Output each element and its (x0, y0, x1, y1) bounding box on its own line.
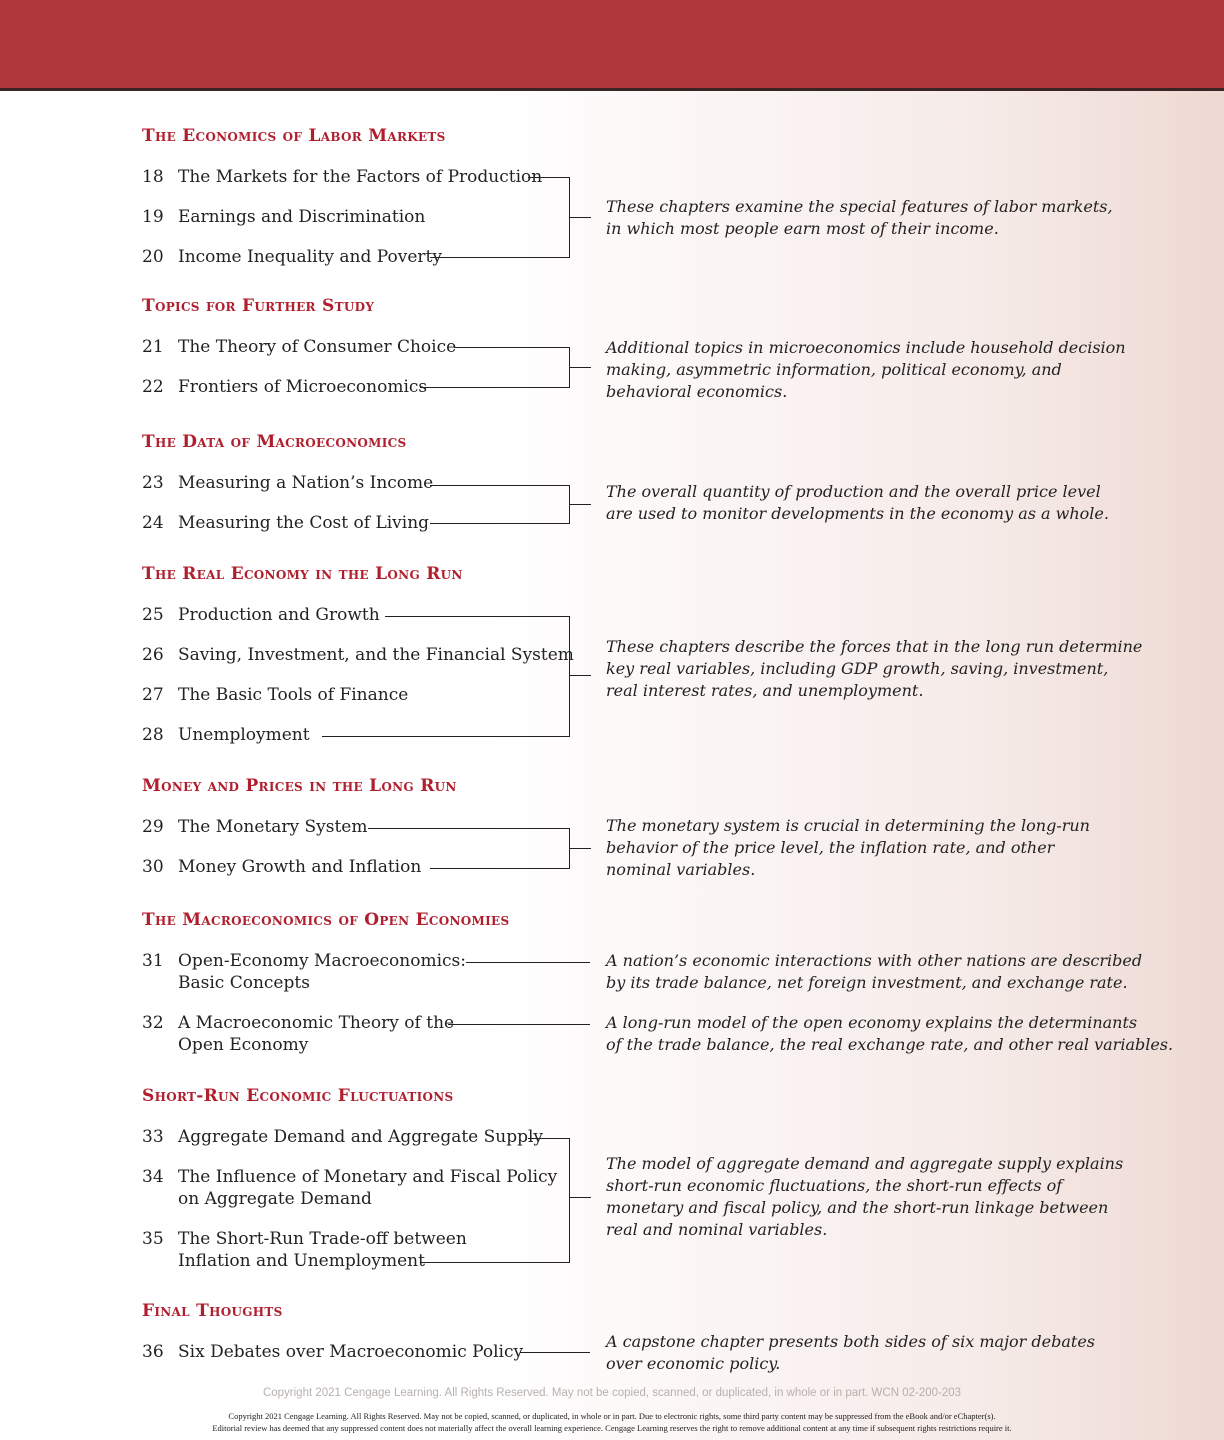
description-line: behavioral economics. (606, 382, 788, 401)
chapter-title: Aggregate Demand and Aggregate Supply (178, 1127, 544, 1147)
section-title-open-economies: The Macroeconomics of Open Economies (142, 910, 510, 930)
bracket-line (569, 616, 570, 737)
bracket-tick (570, 217, 591, 218)
chapter-title: Unemployment (178, 725, 310, 745)
chapter-number: 34 (142, 1167, 164, 1187)
bracket-tick (570, 367, 591, 368)
chapter-number: 33 (142, 1127, 164, 1147)
chapter-title: Frontiers of Microeconomics (178, 377, 428, 397)
bracket-line (420, 1262, 570, 1263)
section-description (606, 815, 1090, 881)
description-line: real interest rates, and unemployment. (606, 681, 924, 700)
bracket-line (322, 736, 570, 737)
chapter-number: 35 (142, 1229, 164, 1249)
chapter-title: Money Growth and Inflation (178, 857, 422, 877)
chapter-number: 24 (142, 513, 164, 533)
section-description (606, 337, 1126, 403)
section-description (606, 1153, 1123, 1241)
bracket-line (430, 257, 570, 258)
section-description (606, 196, 1113, 240)
bracket-tick (570, 1197, 591, 1198)
section-description (606, 481, 1109, 525)
section-description (606, 1331, 1095, 1375)
chapter-number: 31 (142, 951, 164, 971)
chapter-number: 30 (142, 857, 164, 877)
section-title-short-run-fluctuations: Short-Run Economic Fluctuations (142, 1086, 454, 1106)
chapter-title: Income Inequality and Poverty (178, 247, 442, 267)
chapter-number: 20 (142, 247, 164, 267)
description-line: The overall quantity of production and the overall price level (606, 482, 1101, 501)
chapter-description (606, 950, 1142, 994)
description-line: A long-run model of the open economy explains the determinants (606, 1013, 1138, 1032)
bracket-line (430, 868, 570, 869)
description-line: The monetary system is crucial in determining the long-run (606, 816, 1090, 835)
description-line: of the trade balance, the real exchange rate, and other real variables. (606, 1035, 1174, 1054)
chapter-title-cont: Inflation and Unemployment (178, 1251, 425, 1271)
chapter-title-cont: on Aggregate Demand (178, 1189, 372, 1209)
chapter-title: Measuring a Nation’s Income (178, 473, 434, 493)
chapter-number: 29 (142, 817, 164, 837)
bracket-line (385, 616, 570, 617)
chapter-number: 21 (142, 337, 164, 357)
description-line: by its trade balance, net foreign investment, and exchange rate. (606, 973, 1128, 992)
bracket-line (454, 347, 570, 348)
bracket-tick (570, 504, 591, 505)
chapter-title: Earnings and Discrimination (178, 207, 426, 227)
bracket-line (430, 485, 570, 486)
description-line: making, asymmetric information, political economy, and (606, 360, 1062, 379)
chapter-number: 19 (142, 207, 164, 227)
description-line: Additional topics in microeconomics include household decision (606, 338, 1126, 357)
description-line: monetary and fiscal policy, and the short-run linkage between (606, 1198, 1109, 1217)
description-line: A nation’s economic interactions with other nations are described (606, 951, 1143, 970)
chapter-title: Saving, Investment, and the Financial System (178, 645, 574, 665)
description-line: short-run economic fluctuations, the short-run effects of (606, 1176, 1063, 1195)
chapter-title: The Theory of Consumer Choice (178, 337, 457, 357)
chapter-title: The Influence of Monetary and Fiscal Policy (178, 1167, 558, 1187)
copyright-notice (0, 1410, 1224, 1434)
chapter-title: Production and Growth (178, 605, 380, 625)
section-title-labor-markets: The Economics of Labor Markets (142, 126, 446, 146)
description-line: The model of aggregate demand and aggregate supply explains (606, 1154, 1124, 1173)
description-line: nominal variables. (606, 860, 756, 879)
chapter-number: 32 (142, 1013, 164, 1033)
chapter-number: 25 (142, 605, 164, 625)
bracket-line (430, 523, 570, 524)
description-line: behavior of the price level, the inflation rate, and other (606, 838, 1055, 857)
section-title-money-and-prices: Money and Prices in the Long Run (142, 776, 457, 796)
section-title-further-study: Topics for Further Study (142, 296, 375, 316)
chapter-title: A Macroeconomic Theory of the (178, 1013, 455, 1033)
bracket-tick (570, 675, 591, 676)
bracket-tick (570, 848, 591, 849)
chapter-number: 36 (142, 1342, 164, 1362)
description-line: real and nominal variables. (606, 1220, 828, 1239)
chapter-title: Open-Economy Macroeconomics: (178, 951, 467, 971)
section-title-final-thoughts: Final Thoughts (142, 1301, 283, 1321)
chapter-title: Measuring the Cost of Living (178, 513, 430, 533)
description-line: These chapters describe the forces that in the long run determine (606, 637, 1143, 656)
chapter-number: 22 (142, 377, 164, 397)
bracket-line (528, 177, 570, 178)
section-title-data-of-macroeconomics: The Data of Macroeconomics (142, 432, 407, 452)
chapter-title: The Short-Run Trade-off between (178, 1229, 467, 1249)
copyright-watermark: Copyright 2021 Cengage Learning. All Rights Reserved. May not be copied, scanned, or duplicated, in whole or in part. WCN 02-200-203 (262, 1387, 962, 1399)
chapter-title-cont: Basic Concepts (178, 973, 310, 993)
chapter-title: The Markets for the Factors of Production (178, 167, 543, 187)
chapter-number: 18 (142, 167, 164, 187)
notice-line: Copyright 2021 Cengage Learning. All Rights Reserved. May not be copied, scanned, or duplicated, in whole or in part. Due to electronic rights, some third party content may be suppressed from the eBook and/or eChapter(s). (228, 1411, 996, 1421)
description-line: key real variables, including GDP growth, saving, investment, (606, 659, 1109, 678)
chapter-number: 26 (142, 645, 164, 665)
chapter-number: 27 (142, 685, 164, 705)
bracket-line (368, 828, 570, 829)
bracket-line (569, 1138, 570, 1263)
chapter-number: 23 (142, 473, 164, 493)
description-line: in which most people earn most of their income. (606, 219, 999, 238)
connector-line (448, 1024, 590, 1025)
notice-line: Editorial review has deemed that any suppressed content does not materially affect the overall learning experience. Cengage Learning reserves the right to remove additional content at any time if subsequent rights restrictions require it. (212, 1423, 1012, 1433)
bracket-line (528, 1138, 570, 1139)
chapter-description (606, 1012, 1173, 1056)
chapter-title: The Monetary System (178, 817, 368, 837)
description-line: A capstone chapter presents both sides of six major debates (606, 1332, 1096, 1351)
description-line: are used to monitor developments in the economy as a whole. (606, 504, 1109, 523)
section-title-real-economy: The Real Economy in the Long Run (142, 564, 463, 584)
chapter-title-cont: Open Economy (178, 1035, 309, 1055)
bracket-line (420, 387, 570, 388)
connector-line (466, 962, 590, 963)
section-description (606, 636, 1142, 702)
chapter-number: 28 (142, 725, 164, 745)
chapter-title: The Basic Tools of Finance (178, 685, 409, 705)
connector-line (520, 1352, 590, 1353)
top-color-band (0, 0, 1224, 91)
description-line: over economic policy. (606, 1354, 781, 1373)
description-line: These chapters examine the special features of labor markets, (606, 197, 1113, 216)
chapter-title: Six Debates over Macroeconomic Policy (178, 1342, 524, 1362)
